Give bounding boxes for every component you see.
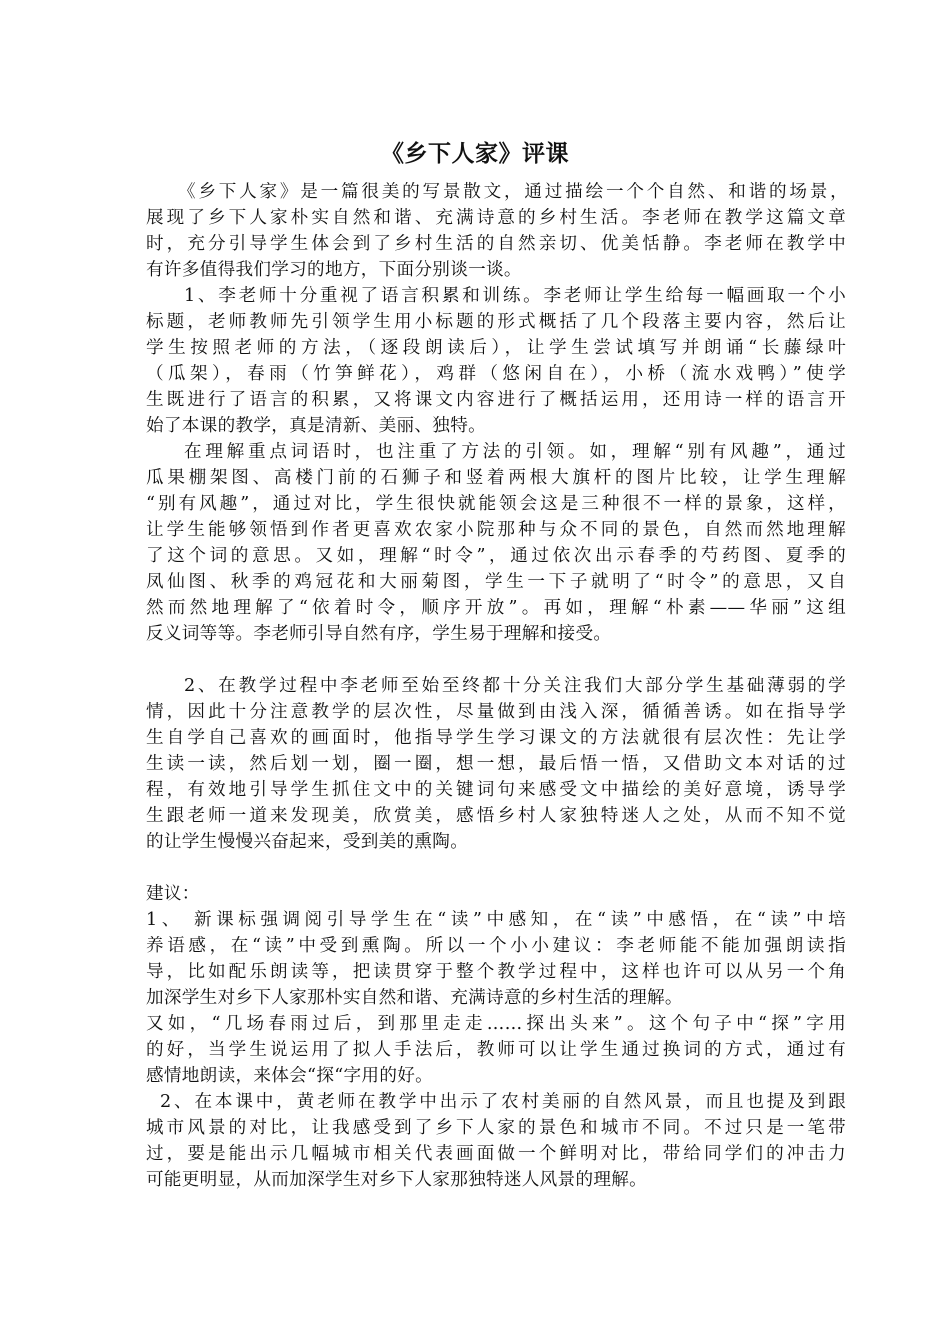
text-line: 瓜果棚架图、高楼门前的石狮子和竖着两根大旗杆的图片比较，让学生理解: [146, 468, 846, 488]
suggestion-heading: 建议：: [146, 884, 200, 904]
text-line: 在理解重点词语时，也注重了方法的引领。如，理解“别有风趣”，通过: [184, 442, 846, 462]
text-line: 养语感，在“读”中受到熏陶。所以一个小小建议：李老师能不能加强朗读指: [146, 936, 846, 956]
text-line: 生跟老师一道来发现美，欣赏美，感悟乡村人家独特迷人之处，从而不知不觉: [146, 806, 846, 826]
text-line: 生读一读，然后划一划，圈一圈，想一想，最后悟一悟，又借助文本对话的过: [146, 754, 846, 774]
text-line: 始了本课的教学，真是清新、美丽、独特。: [146, 416, 486, 436]
text-line: 2、在本课中，黄老师在教学中出示了农村美丽的自然风景，而且也提及到跟: [160, 1092, 846, 1112]
text-line: 《乡下人家》是一篇很美的写景散文，通过描绘一个个自然、和谐的场景，: [178, 182, 848, 202]
text-line: 感情地朗读，来体会“探“字用的好。: [146, 1066, 433, 1086]
text-line: 的让学生慢慢兴奋起来，受到美的熏陶。: [146, 832, 469, 852]
text-line: 情，因此十分注意教学的层次性，尽量做到由浅入深，循循善诱。如在指导学: [146, 702, 846, 722]
text-line: 展现了乡下人家朴实自然和谐、充满诗意的乡村生活。李老师在教学这篇文章: [146, 208, 846, 228]
text-line: 加深学生对乡下人家那朴实自然和谐、充满诗意的乡村生活的理解。: [146, 988, 683, 1008]
text-line: 导，比如配乐朗读等，把读贯穿于整个教学过程中，这样也许可以从另一个角: [146, 962, 846, 982]
document-title: 《乡下人家》评课: [381, 140, 569, 167]
text-line: 时，充分引导学生体会到了乡村生活的自然亲切、优美恬静。李老师在教学中: [146, 234, 846, 254]
text-line: 了这个词的意思。又如，理解“时令”，通过依次出示春季的芍药图、夏季的: [146, 546, 846, 566]
text-line: 的好，当学生说运用了拟人手法后，教师可以让学生通过换词的方式，通过有: [146, 1040, 846, 1060]
text-line: 1、李老师十分重视了语言积累和训练。李老师让学生给每一幅画取一个小: [184, 286, 846, 306]
text-line: 让学生能够领悟到作者更喜欢农家小院那种与众不同的景色，自然而然地理解: [146, 520, 846, 540]
text-line: 城市风景的对比，让我感受到了乡下人家的景色和城市不同。不过只是一笔带: [146, 1118, 846, 1138]
text-line: 生自学自己喜欢的画面时，他指导学生学习课文的方法就很有层次性：先让学: [146, 728, 846, 748]
text-line: 生既进行了语言的积累，又将课文内容进行了概括运用，还用诗一样的语言开: [146, 390, 846, 410]
text-line: “别有风趣”，通过对比，学生很快就能领会这是三种很不一样的景象，这样，: [146, 494, 846, 514]
text-line: （瓜架），春雨（竹笋鲜花），鸡群（悠闲自在），小桥（流水戏鸭）”使学: [146, 364, 846, 384]
text-line: 又如，“几场春雨过后，到那里走走……探出头来”。这个句子中“探”字用: [146, 1014, 846, 1034]
text-line: 反义词等等。李老师引导自然有序，学生易于理解和接受。: [146, 624, 612, 644]
text-line: 标题，老师教师先引领学生用小标题的形式概括了几个段落主要内容，然后让: [146, 312, 846, 332]
text-line: 然而然地理解了“依着时令，顺序开放”。再如，理解“朴素——华丽”这组: [146, 598, 846, 618]
text-line: 学生按照老师的方法，（逐段朗读后），让学生尝试填写并朗诵“长藤绿叶: [146, 338, 846, 358]
text-line: 有许多值得我们学习的地方，下面分别谈一谈。: [146, 260, 522, 280]
text-line: 2、在教学过程中李老师至始至终都十分关注我们大部分学生基础薄弱的学: [184, 676, 846, 696]
text-line: 凤仙图、秋季的鸡冠花和大丽菊图，学生一下子就明了“时令”的意思，又自: [146, 572, 846, 592]
text-line: 程，有效地引导学生抓住文中的关键词句来感受文中描绘的美好意境，诱导学: [146, 780, 846, 800]
text-line: 可能更明显，从而加深学生对乡下人家那独特迷人风景的理解。: [146, 1170, 648, 1190]
text-line: 过，要是能出示几幅城市相关代表画面做一个鲜明对比，带给同学们的冲击力: [146, 1144, 846, 1164]
text-line: 1、 新课标强调阅引导学生在“读”中感知，在“读”中感悟，在“读”中培: [146, 910, 846, 930]
